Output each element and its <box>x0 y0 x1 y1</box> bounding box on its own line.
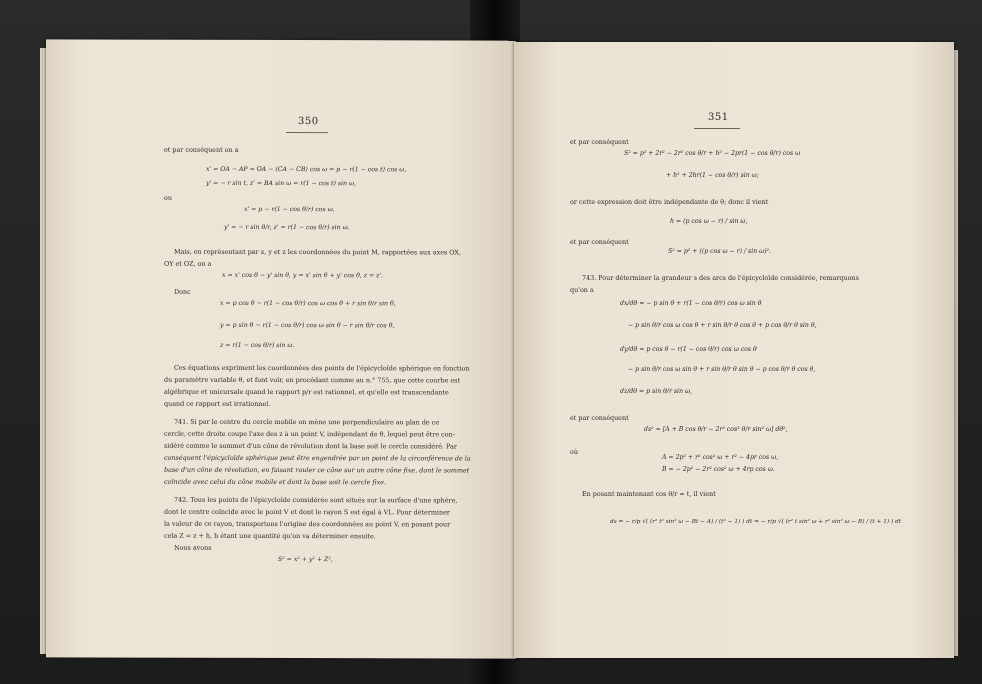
equation-line: y = p sin θ − r(1 − cos θ/r) cos ω sin θ − r sin θ/r cos θ, <box>220 321 395 330</box>
equation-line: S² = p² + ((p cos ω − r) / sin ω)². <box>668 248 772 255</box>
equation-line: y' = − r sin θ/r, z' = r(1 − cos θ/r) sin ω. <box>224 223 350 232</box>
equation-line: A = 2p² + r² cos² ω + r² − 4pr cos ω, <box>662 454 779 461</box>
text-line: 741. Si par le centre du cercle mobile on mène une perpendiculaire au plan de ce <box>174 417 440 427</box>
equation-line: S² = x² + y² + Z², <box>278 555 333 564</box>
equation-line: x' = OA − AP = OA − (CA − CB) cos ω = p − r(1 − cos t) cos ω, <box>206 165 407 174</box>
text-line: ou <box>164 193 172 202</box>
page-number-right: 351 <box>708 112 729 123</box>
equation-line: S² = p² + 2r² − 2r² cos θ/r + h² − 2pr(1 − cos θ/r) cos ω <box>624 150 801 157</box>
text-line: sidéré comme le sommet d'un cône de révolution dont la base soit le cercle considéré. Par <box>164 441 457 451</box>
equation-line: ds² = [A + B cos θ/r − 2r² cos² θ/r sin² ω] dθ², <box>644 426 788 433</box>
text-line: la valeur de ce rayon, transportons l'origine des coordonnées au point V, en posant pour <box>164 519 451 529</box>
text-line: 743. Pour déterminer la grandeur s des arcs de l'épicycloïde considérée, remarquons <box>582 274 859 282</box>
equation-line: x = p cos θ − r(1 − cos θ/r) cos ω cos θ + r sin θ/r sin θ, <box>220 299 396 308</box>
text-line: du paramètre variable θ, et font voir, en procédant comme au n.° 755, que cette courbe est <box>164 375 461 385</box>
text-line: Mais, en représentant par x, y et z les coordonnées du point M, rapportées aux axes OX, <box>174 247 462 257</box>
equation-line: − p sin θ/r cos ω cos θ + r sin θ/r θ cos θ + p cos θ/r θ sin θ, <box>628 322 817 329</box>
text-line: OY et OZ, on a <box>164 259 212 268</box>
equation-line: ds = − r/p √( (r² t² sin² ω − Bt − A) / (t² − 1) ) dt = − r/p √( (r² t sin² ω + r² sin² ω − B) / (t + 1) ) dt <box>610 519 902 525</box>
text-line: 742. Tous les points de l'épicycloïde considérée sont situés sur la surface d'une sphère, <box>174 495 458 505</box>
text-line: qu'on a <box>570 286 594 294</box>
text-line: conséquent l'épicycloïde sphérique peut être engendrée par un point de la circonférence de la <box>164 453 471 463</box>
equation-line: dy/dθ = p cos θ − r(1 − cos θ/r) cos ω cos θ <box>620 346 757 353</box>
equation-line: x' = p − r(1 − cos θ/r) cos ω, <box>244 205 335 214</box>
equation-line: h = (p cos ω − r) / sin ω, <box>670 218 748 225</box>
equation-line: x = x' cos θ − y' sin θ, y = x' sin θ + y' cos θ, z = z'. <box>222 271 384 280</box>
equation-line: − p sin θ/r cos ω sin θ + r sin θ/r θ sin θ − p cos θ/r θ cos θ, <box>628 366 816 373</box>
text-line: où <box>570 448 578 456</box>
text-line: base d'un cône de révolution, en faisant rouler ce cône sur un autre cône fixe, dont le sommet <box>164 465 470 475</box>
equation-line: y' = − r sin t, z' = BA sin ω = r(1 − cos t) sin ω, <box>206 179 356 188</box>
text-line: quand ce rapport est irrationnel. <box>164 399 271 408</box>
equation-line: z = r(1 − cos θ/r) sin ω. <box>220 341 295 350</box>
page-number-rule-left <box>286 132 328 133</box>
equation-line: dz/dθ = p sin θ/r sin ω, <box>620 388 692 395</box>
page-number-rule-right <box>694 128 740 129</box>
text-line: coïncide avec celui du cône mobile et dont la base soit le cercle fixe. <box>164 477 387 487</box>
text-line: or cette expression doit être indépendante de θ; donc il vient <box>570 198 769 206</box>
text-line: cela Z = z + h, h étant une quantité qu'on va déterminer ensuite. <box>164 531 376 541</box>
equation-line: dx/dθ = − p sin θ + r(1 − cos θ/r) cos ω sin θ <box>620 300 762 307</box>
text-line: et par conséquent <box>570 238 629 246</box>
page-number-left: 350 <box>298 116 319 128</box>
text-line: et par conséquent on a <box>164 145 239 154</box>
text-line: Ces équations expriment les coordonnées des points de l'épicycloïde sphérique en fonction <box>174 363 470 373</box>
text-line: algébrique et unicursale quand le rapport p/r est rationnel, et qu'elle est transcendante <box>164 387 449 397</box>
text-line: Nous avons <box>174 543 212 552</box>
text-line: En posant maintenant cos θ/r = t, il vient <box>582 490 716 498</box>
equation-line: + h² + 2hr(1 − cos θ/r) sin ω; <box>666 172 759 179</box>
text-line: dont le centre coïncide avec le point V et dont le rayon S est égal à VL. Pour déterminer <box>164 507 450 517</box>
equation-line: B = − 2p² − 2r² cos² ω + 4rp cos ω. <box>662 466 775 473</box>
right-page <box>514 42 954 658</box>
left-page <box>46 39 516 658</box>
text-line: cercle, cette droite coupe l'axe des z à un point V, indépendant de θ, lequel peut être con- <box>164 429 455 439</box>
text-line: et par conséquent <box>570 414 629 422</box>
text-line: et par conséquent <box>570 138 629 146</box>
text-line: Donc <box>174 287 191 296</box>
